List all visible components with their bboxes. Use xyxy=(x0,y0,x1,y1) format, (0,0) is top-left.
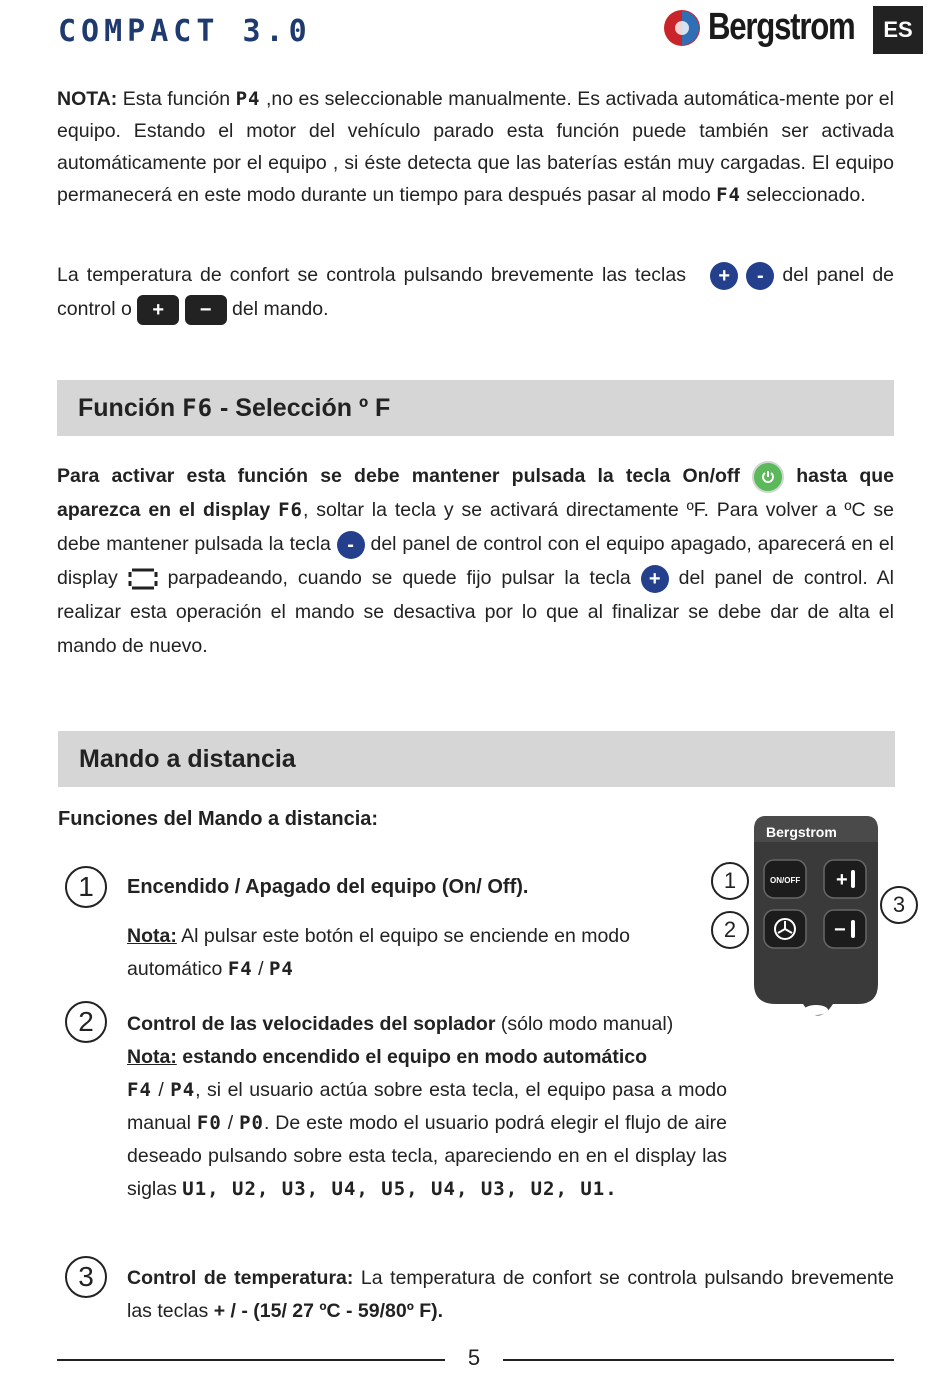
brand-name: Bergstrom xyxy=(708,6,855,48)
document-title: COMPACT 3.0 xyxy=(58,14,312,49)
comfort-text: del panel de control o xyxy=(57,264,895,320)
comfort-text: La temperatura de confort se controla pulsando brevemente las teclas xyxy=(57,264,695,286)
f6-text: , soltar la tecla y se activará directamente ºF. Para volver a ºC se debe mantener pulsada la tecla xyxy=(57,499,894,555)
callout-1: 1 xyxy=(711,862,749,900)
nota-paragraph xyxy=(57,83,894,211)
f6-text: del panel de control. Al realizar esta operación el mando se desactiva por lo que al finalizar se debe dar de alta el mando de nuevo. xyxy=(57,567,894,657)
display-code: P4 xyxy=(235,88,261,110)
f6-text: del panel de control con el equipo apagado, aparecerá en el display xyxy=(57,533,894,589)
item-number-3: 3 xyxy=(65,1256,107,1298)
f6-bold-text: hasta que aparezca en el display xyxy=(57,465,894,521)
nota-text: Esta función xyxy=(117,88,236,110)
svg-text:+: + xyxy=(836,869,848,891)
remote-subtitle: Funciones del Mando a distancia: xyxy=(58,808,379,830)
item1-title: Encendido / Apagado del equipo (On/ Off). xyxy=(127,876,529,898)
comfort-paragraph xyxy=(57,258,894,326)
section-title: Mando a distancia xyxy=(79,744,296,773)
plus-key-icon: + xyxy=(641,565,669,593)
bergstrom-logo-icon xyxy=(662,8,702,48)
footer-rule-right xyxy=(503,1359,894,1361)
item2-text: Control de las velocidades del soplador (sólo modo manual) Nota: estando encendido el equipo en modo automático F4 / P4, si el usuario actúa sobre esta tecla, el equipo pasa a modo manual F0 / P0. De este modo el usuario podrá elegir el flujo de aire deseado pulsando sobre esta tecla, apareciendo en en el display las siglas U1, U2, U3, U4, U5, U4, U3, U2, U1. xyxy=(127,1013,727,1200)
remote-brand-label: Bergstrom xyxy=(766,824,837,840)
section-header-remote xyxy=(58,731,895,787)
blink-display-icon xyxy=(128,568,158,590)
page-number: 5 xyxy=(467,1345,481,1370)
item1-note: Nota: Al pulsar este botón el equipo se enciende en modo automático F4 / P4 xyxy=(127,925,630,980)
plus-key-icon: + xyxy=(710,262,738,290)
section-header-f6 xyxy=(57,380,894,436)
remote-plus-key-icon: + xyxy=(137,295,179,325)
footer-rule-left xyxy=(57,1359,445,1361)
nota-text: seleccionado. xyxy=(740,184,866,206)
item-number-1: 1 xyxy=(65,866,107,908)
f6-paragraph xyxy=(57,459,894,663)
comfort-text: del mando. xyxy=(226,298,329,320)
language-badge: ES xyxy=(873,6,923,54)
f6-text: parpadeando, cuando se quede fijo pulsar la tecla xyxy=(157,567,641,589)
remote-minus-key-icon: − xyxy=(185,295,227,325)
minus-key-icon: - xyxy=(746,262,774,290)
nota-text: ,no es seleccionable manualmente. Es activada automática-mente por el equipo. Estando el motor del vehículo parado esta función puede también ser activada automáticamente por el equipo , si éste detecta que las baterías están muy cargadas. El equipo permanecerá en este modo durante un tiempo para después pasar al modo xyxy=(57,88,894,206)
callout-3: 3 xyxy=(880,886,918,924)
item3-text: Control de temperatura: La temperatura de confort se controla pulsando brevemente las teclas + / - (15/ 27 ºC - 59/80º F). xyxy=(127,1267,894,1322)
minus-key-icon: - xyxy=(337,531,365,559)
f6-bold-text: Para activar esta función se debe mantener pulsada la tecla On/off xyxy=(57,465,753,487)
brand-logo xyxy=(662,6,887,49)
callout-2: 2 xyxy=(711,911,749,949)
item-number-2: 2 xyxy=(65,1001,107,1043)
display-code: F4 xyxy=(716,184,741,206)
nota-label: NOTA: xyxy=(57,88,118,110)
section-title: Función F6 - Selección º F xyxy=(78,393,391,422)
display-code: F6 xyxy=(278,499,303,521)
power-key-icon xyxy=(752,461,784,493)
remote-onoff-label: ON/OFF xyxy=(770,876,801,885)
svg-text:−: − xyxy=(834,919,846,941)
